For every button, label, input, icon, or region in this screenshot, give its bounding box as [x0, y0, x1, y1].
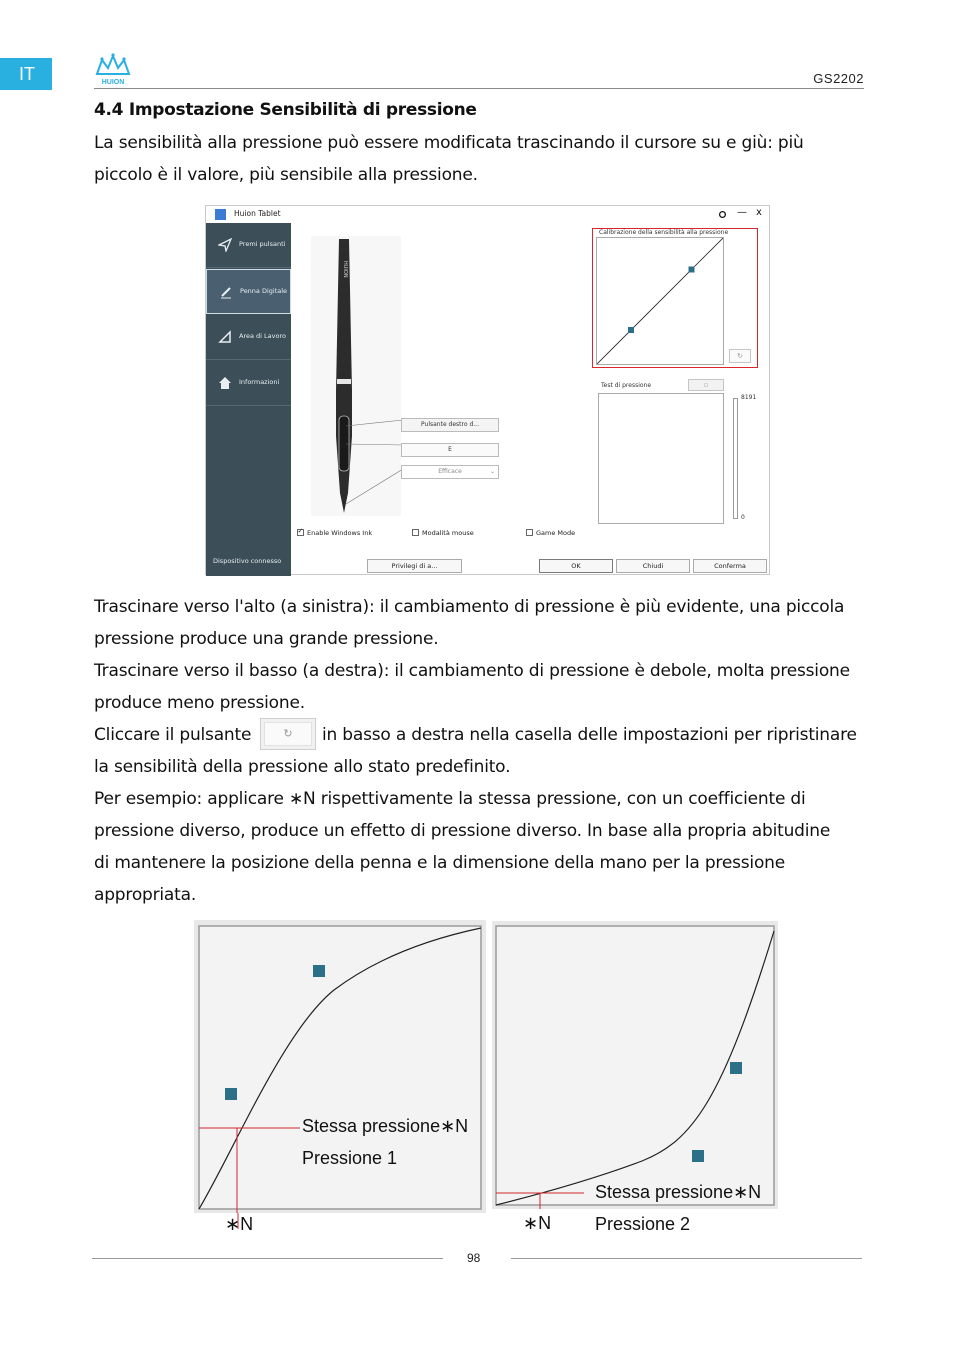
chevron-down-icon: ⌄ — [489, 468, 495, 475]
connected-device-label: Dispositivo connesso — [213, 557, 282, 565]
home-icon — [218, 376, 232, 390]
pressure-level-bar — [733, 398, 738, 519]
section-title: 4.4 Impostazione Sensibilità di pressione — [94, 100, 477, 120]
document-code: GS2202 — [813, 71, 864, 86]
example-line-4: appropriata. — [94, 885, 197, 905]
checkbox-mouse-mode[interactable] — [412, 529, 474, 537]
sidebar-item-label: Penna Digitale — [240, 287, 288, 295]
example-line-2: pressione diverso, produce un effetto di pressione diverso. In base alla propria abitudine — [94, 821, 831, 841]
intro-line-1: La sensibilità alla pressione può essere modificata trascinando il cursore su e giù: più — [94, 133, 804, 153]
pressure-test-title: Test di pressione — [601, 382, 652, 389]
footer-rule-right — [511, 1258, 862, 1259]
sidebar-item-area-di-lavoro[interactable] — [206, 315, 291, 360]
pen-icon — [219, 285, 233, 299]
drag-up-line-1: Trascinare verso l'alto (a sinistra): il cambiamento di pressione è più evidente, una piccola — [94, 597, 845, 617]
huion-tablet-window — [205, 205, 770, 575]
pen-mode-select[interactable] — [401, 465, 499, 479]
pressure-max-label: 8191 — [741, 394, 757, 401]
sidebar-item-label: Premi pulsanti — [239, 240, 286, 248]
pen-upper-button-select[interactable]: Pulsante destro d... — [401, 418, 499, 432]
minimize-button[interactable]: — — [737, 207, 747, 218]
checkbox-game-mode[interactable] — [526, 529, 575, 537]
footer-rule-left — [92, 1258, 443, 1259]
svg-text:HUION: HUION — [342, 261, 348, 278]
huion-logo — [94, 52, 132, 86]
reset-text-after: in basso a destra nella casella delle impostazioni per ripristinare — [322, 725, 857, 745]
checkbox-box[interactable] — [526, 529, 533, 536]
confirm-button[interactable]: Conferma — [693, 559, 767, 573]
window-titlebar — [206, 206, 771, 223]
intro-line-2: piccolo è il valore, più sensibile alla pressione. — [94, 165, 478, 185]
calibration-curve — [597, 238, 723, 364]
drag-down-line-2: produce meno pressione. — [94, 693, 305, 713]
drag-down-line-1: Trascinare verso il basso (a destra): il cambiamento di pressione è debole, molta pressione — [94, 661, 850, 681]
example-line-3: di mantenere la posizione della penna e la dimensione della mano per la pressione — [94, 853, 785, 873]
right-figure-axis-label: ∗N — [523, 1213, 552, 1233]
reset-line-2: la sensibilità della pressione allo stato predefinito. — [94, 757, 511, 777]
left-figure-axis-label: ∗N — [225, 1214, 254, 1234]
send-icon — [218, 238, 232, 252]
left-figure-result-label: Pressione 1 — [302, 1148, 398, 1168]
drag-up-line-2: pressione produce una grande pressione. — [94, 629, 439, 649]
reset-button-illustration — [260, 718, 316, 750]
calibration-title: Calibrazione della sensibilità alla pressione — [599, 229, 729, 236]
pen-lower-button-select[interactable]: E — [401, 443, 499, 457]
pen-mode-value: Efficace — [438, 468, 462, 475]
app-logo-icon — [215, 209, 226, 220]
pressure-test-clear-button[interactable] — [688, 379, 724, 391]
right-figure-same-pressure-label: Stessa pressione∗N — [595, 1182, 762, 1202]
language-tab: IT — [0, 58, 52, 90]
pressure-min-label: 0 — [741, 514, 745, 521]
eraser-icon: ▫ — [703, 381, 709, 389]
sidebar — [206, 223, 291, 576]
pressure-curve-soft — [194, 920, 486, 1213]
calibration-reset-button[interactable] — [729, 349, 751, 363]
checkbox-label: Modalità mouse — [422, 529, 474, 537]
reset-text-before: Cliccare il pulsante — [94, 725, 252, 745]
right-figure-result-label: Pressione 2 — [595, 1214, 691, 1234]
sidebar-item-informazioni[interactable] — [206, 361, 291, 406]
left-figure-same-pressure-label: Stessa pressione∗N — [302, 1116, 469, 1136]
svg-text:HUION: HUION — [101, 79, 125, 86]
area-icon — [218, 330, 232, 344]
window-title: Huion Tablet — [234, 209, 281, 218]
calibration-handle-high[interactable] — [689, 267, 695, 273]
sidebar-item-premi-pulsanti[interactable] — [206, 223, 291, 268]
page-number: 98 — [467, 1251, 481, 1265]
header-divider — [94, 88, 864, 89]
checkbox-label: Enable Windows Ink — [307, 529, 373, 537]
pressure-test-area[interactable] — [598, 393, 724, 524]
privileges-button[interactable]: Privilegi di a... — [367, 559, 462, 573]
pressure-curve-firm — [492, 921, 778, 1209]
checkbox-box[interactable] — [297, 529, 304, 536]
close-dialog-button[interactable]: Chiudi — [616, 559, 690, 573]
reset-icon: ↻ — [264, 722, 312, 746]
example-line-1: Per esempio: applicare ∗N rispettivamente la stessa pressione, con un coefficiente di — [94, 789, 806, 809]
close-button[interactable]: x — [756, 207, 762, 218]
checkbox-label: Game Mode — [536, 529, 576, 537]
checkbox-windows-ink[interactable] — [297, 529, 372, 537]
sidebar-item-label: Area di Lavoro — [239, 332, 286, 340]
gear-icon[interactable] — [718, 210, 727, 219]
sidebar-item-label: Informazioni — [239, 378, 280, 386]
calibration-handle-low[interactable] — [628, 327, 634, 333]
calibration-curve-plot[interactable] — [596, 237, 724, 365]
reset-icon: ↻ — [737, 352, 743, 360]
checkbox-box[interactable] — [412, 529, 419, 536]
sidebar-item-penna-digitale[interactable] — [206, 269, 291, 314]
ok-button[interactable]: OK — [539, 559, 613, 573]
